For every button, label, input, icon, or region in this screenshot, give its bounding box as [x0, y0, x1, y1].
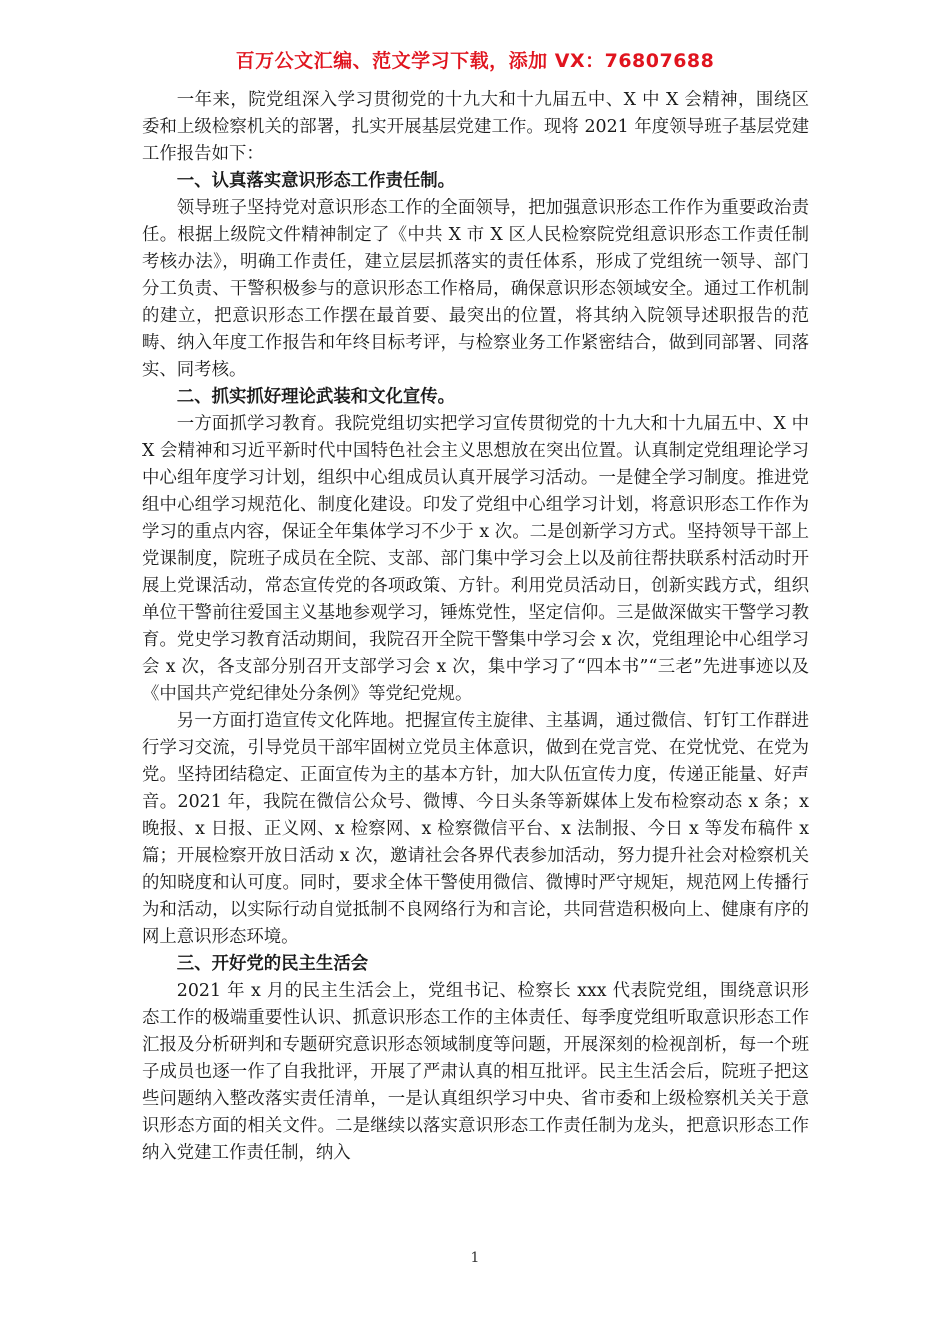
download-banner: 百万公文汇编、范文学习下载，添加 VX：76807688 — [235, 50, 715, 72]
section-heading-3: 三、开好党的民主生活会 — [176, 954, 369, 974]
document-body — [142, 87, 809, 1167]
intro-paragraph: 一年来，院党组深入学习贯彻党的十九大和十九届五中、X 中 X 会精神，围绕区委和上级检察机关的部署，扎实开展基层党建工作。现将 2021 年度领导班子基层党建工作报告如下： — [142, 90, 809, 164]
section-heading-2: 二、抓实抓好理论武装和文化宣传。 — [176, 387, 456, 407]
page-number: 1 — [470, 1250, 480, 1266]
section-2-paragraph-2: 另一方面打造宣传文化阵地。把握宣传主旋律、主基调，通过微信、钉钉工作群进行学习交流，引导党员干部牢固树立党员主体意识，做到在党言党、在党忧党、在党为党。坚持团结稳定、正面宣传为主的基本方针，加大队伍宣传力度，传递正能量、好声音。2021 年，我院在微信公众号、微博、今日头条等新媒体上发布检察动态 x 条；x 晚报、x 日报、正义网、x 检察网、x 检察微信平台、x 法制报、今日 x 等发布稿件 x 篇；开展检察开放日活动 x 次，邀请社会各界代表参加活动，努力提升社会对检察机关的知晓度和认可度。同时，要求全体干警使用微信、微博时严守规矩，规范网上传播行为和活动，以实际行动自觉抵制不良网络行为和言论，共同营造积极向上、健康有序的网上意识形态环境。 — [142, 711, 809, 947]
section-3-paragraph: 2021 年 x 月的民主生活会上，党组书记、检察长 xxx 代表院党组，围绕意识形态工作的极端重要性认识、抓意识形态工作的主体责任、每季度党组听取意识形态工作汇报及分析研判和专题研究意识形态领域制度等问题，开展深刻的检视剖析，每一个班子成员也逐一作了自我批评，开展了严肃认真的相互批评。民主生活会后，院班子把这些问题纳入整改落实责任清单，一是认真组织学习中央、省市委和上级检察机关关于意识形态方面的相关文件。二是继续以落实意识形态工作责任制为龙头，把意识形态工作纳入党建工作责任制，纳入 — [142, 981, 809, 1163]
section-1-paragraph: 领导班子坚持党对意识形态工作的全面领导，把加强意识形态工作作为重要政治责任。根据上级院文件精神制定了《中共 X 市 X 区人民检察院党组意识形态工作责任制考核办法》，明确工作责任，建立层层抓落实的责任体系，形成了党组统一领导、部门分工负责、干警积极参与的意识形态工作格局，确保意识形态领域安全。通过工作机制的建立，把意识形态工作摆在最首要、最突出的位置，将其纳入院领导述职报告的范畴、纳入年度工作报告和年终目标考评，与检察业务工作紧密结合，做到同部署、同落实、同考核。 — [142, 198, 809, 380]
section-2-paragraph-1: 一方面抓学习教育。我院党组切实把学习宣传贯彻党的十九大和十九届五中、X 中 X 会精神和习近平新时代中国特色社会主义思想放在突出位置。认真制定党组理论学习中心组年度学习计划，组织中心组成员认真开展学习活动。一是健全学习制度。推进党组中心组学习规范化、制度化建设。印发了党组中心组学习计划，将意识形态工作作为学习的重点内容，保证全年集体学习不少于 x 次。二是创新学习方式。坚持领导干部上党课制度，院班子成员在全院、支部、部门集中学习会上以及前往帮扶联系村活动时开展上党课活动，常态宣传党的各项政策、方针。利用党员活动日，创新实践方式，组织单位干警前往爱国主义基地参观学习，锤炼党性，坚定信仰。三是做深做实干警学习教育。党史学习教育活动期间，我院召开全院干警集中学习会 x 次，党组理论中心组学习会 x 次，各支部分别召开支部学习会 x 次，集中学习了“四本书”“三老”先进事迹以及《中国共产党纪律处分条例》等党纪党规。 — [142, 414, 809, 704]
section-heading-1: 一、认真落实意识形态工作责任制。 — [176, 171, 456, 191]
